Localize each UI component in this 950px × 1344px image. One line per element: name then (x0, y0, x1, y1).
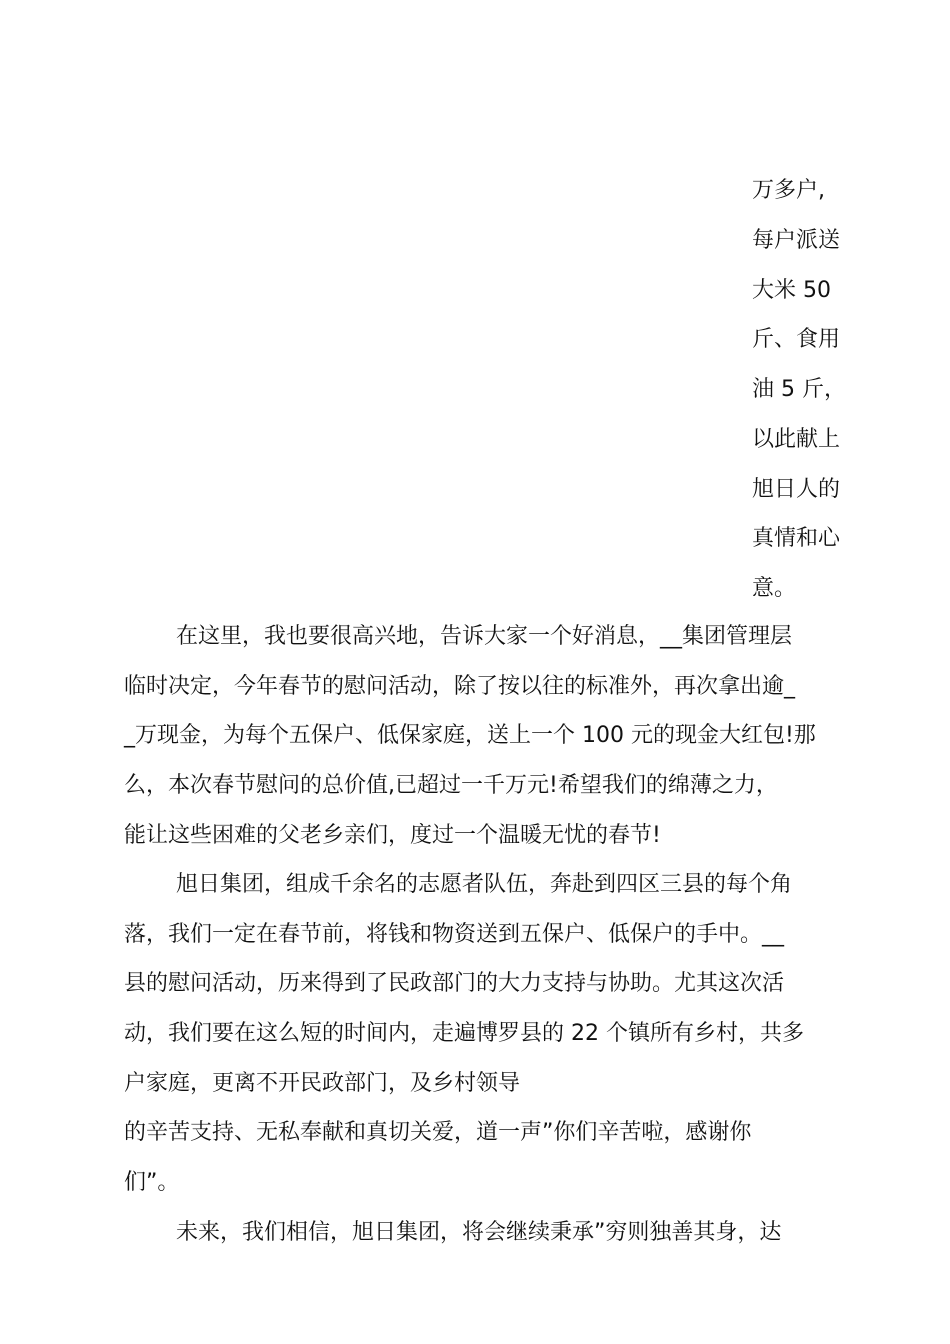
paragraph-line: 户家庭，更离不开民政部门，及乡村领导 (124, 1070, 521, 1096)
paragraph-line: 未来，我们相信，旭日集团，将会继续秉承”穷则独善其身，达 (176, 1219, 782, 1245)
paragraph-line: 县的慰问活动，历来得到了民政部门的大力支持与协助。尤其这次活 (124, 971, 785, 997)
side-text-column (752, 166, 872, 614)
side-text-line: 油 5 斤， (752, 377, 846, 402)
paragraph-line: 能让这些困难的父老乡亲们，度过一个温暖无忧的春节! (124, 822, 661, 848)
side-text-line: 每户派送 (752, 227, 841, 253)
side-text-line: 大米 50 (752, 277, 831, 303)
side-text-line: 以此献上 (752, 426, 841, 452)
paragraph-line: 落，我们一定在春节前，将钱和物资送到五保户、低保户的手中。__ (124, 921, 785, 947)
side-text-line: 旭日人的 (752, 476, 841, 502)
paragraph-volunteers (124, 860, 844, 1207)
paragraph-good-news (124, 612, 844, 860)
side-text-line: 斤、食用 (752, 327, 841, 353)
paragraph-line: 动，我们要在这么短的时间内，走遍博罗县的 22 个镇所有乡村，共多 (124, 1021, 804, 1047)
paragraph-line: 么，本次春节慰问的总价值,已超过一千万元!希望我们的绵薄之力， (124, 772, 778, 798)
paragraph-line: 临时决定，今年春节的慰问活动，除了按以往的标准外，再次拿出逾_ (124, 673, 796, 699)
paragraph-line: 在这里，我也要很高兴地，告诉大家一个好消息，__集团管理层 (176, 624, 793, 649)
paragraph-line: 们”。 (124, 1170, 180, 1196)
paragraph-line: _万现金，为每个五保户、低保家庭，送上一个 100 元的现金大红包!那 (124, 723, 816, 749)
paragraph-line: 的辛苦支持、无私奉献和真切关爱，道一声”你们辛苦啦，感谢你 (124, 1120, 752, 1146)
paragraph-future (124, 1208, 844, 1258)
body-text (124, 612, 844, 1257)
side-text-line: 真情和心 (752, 526, 841, 552)
paragraph-line: 旭日集团，组成千余名的志愿者队伍，奔赴到四区三县的每个角 (176, 872, 793, 898)
side-text-line: 万多户, (752, 178, 825, 203)
side-text-line: 意。 (752, 576, 797, 601)
